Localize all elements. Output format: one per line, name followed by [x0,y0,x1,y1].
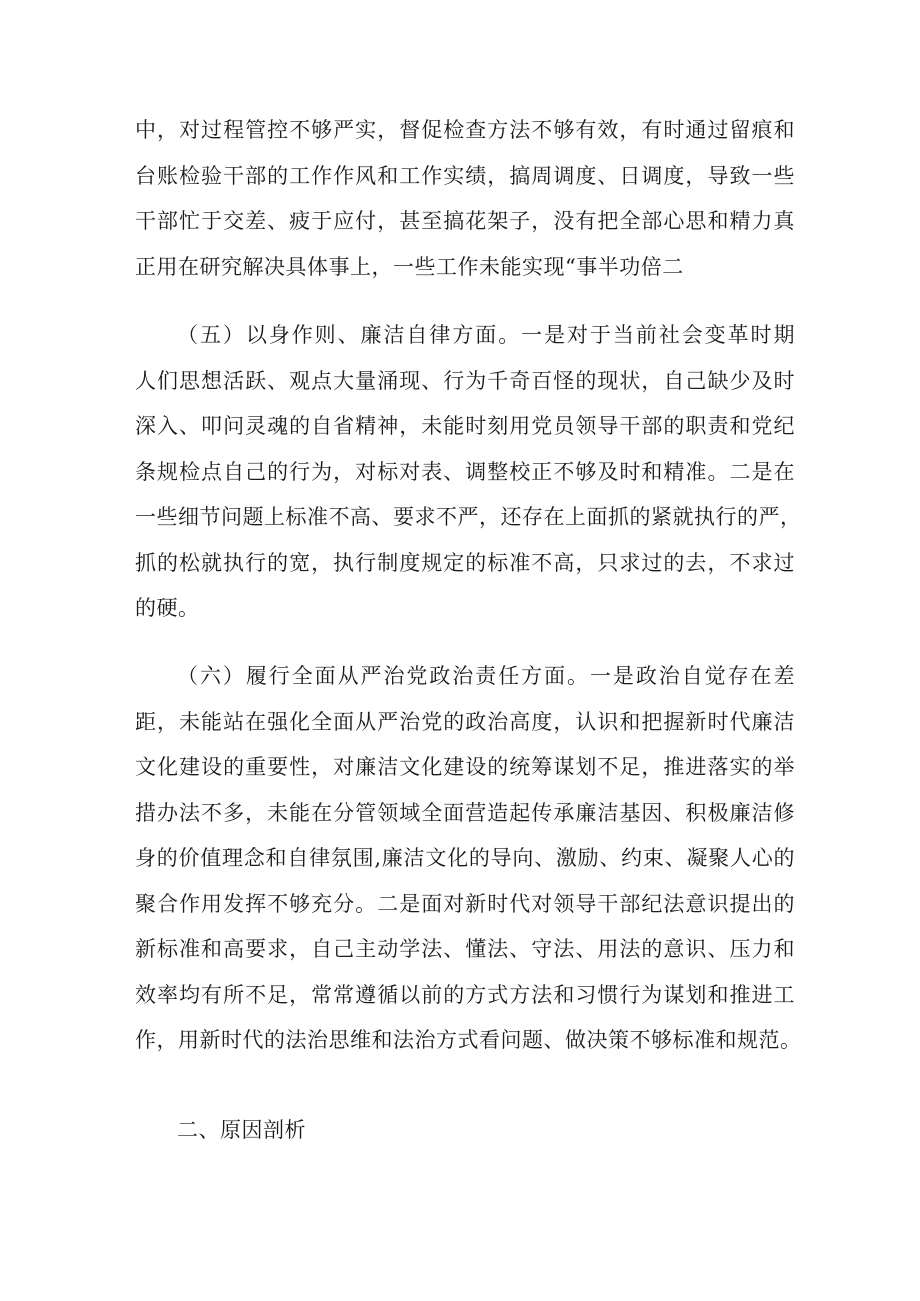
text-line: 措办法不多，未能在分管领域全面营造起传承廉洁基因、积极廉洁修 [135,800,795,825]
text-line: 聚合作用发挥不够充分。二是面对新时代对领导干部纪法意识提出的 [135,891,795,916]
text-line: 干部忙于交差、疲于应付，甚至搞花架子，没有把全部心思和精力真 [135,209,795,233]
section-heading [135,1108,795,1153]
text-line: 台账检验干部的工作作风和工作实绩，搞周调度、日调度，导致一些 [135,163,795,188]
text-line: 抓的松就执行的宽，执行制度规定的标准不高，只求过的去，不求过 [135,550,795,575]
text-line: 人们思想活跃、观点大量涌现、行为千奇百怪的现状，自己缺少及时 [135,368,795,393]
text-line: 的硬。 [135,596,200,620]
text-line: （五）以身作则、廉洁自律方面。一是对于当前社会变革时期 [177,323,795,347]
text-line: 一些细节问题上标准不高、要求不严，还存在上面抓的紧就执行的严， [135,505,802,529]
paragraph-party-responsibility [135,654,802,1064]
text-line: 新标准和高要求，自己主动学法、懂法、守法、用法的意识、压力和 [135,937,795,961]
text-line: 身的价值理念和自律氛围,廉洁文化的导向、激励、约束、凝聚人心的 [135,846,795,870]
paragraph-self-discipline [135,313,802,632]
text-line: 距，未能站在强化全面从严治党的政治高度，认识和把握新时代廉洁 [135,709,795,734]
section-heading-text: 二、原因剖析 [177,1118,306,1142]
text-line: 条规检点自己的行为，对标对表、调整校正不够及时和精准。二是在 [135,459,795,484]
text-line: 中，对过程管控不够严实，督促检查方法不够有效，有时通过留痕和 [135,118,795,142]
text-line: 作，用新时代的法治思维和法治方式看问题、做决策不够标准和规范。 [135,1028,802,1052]
text-line: 深入、叩问灵魂的自省精神，未能时刻用党员领导干部的职责和党纪 [135,414,795,438]
paragraph-process-control [135,108,795,290]
text-line: 文化建设的重要性，对廉洁文化建设的统筹谋划不足，推进落实的举 [135,755,795,779]
text-line: 效率均有所不足，常常遵循以前的方式方法和习惯行为谋划和推进工 [135,982,795,1007]
text-line: （六）履行全面从严治党政治责任方面。一是政治自觉存在差 [177,664,795,688]
text-line: 正用在研究解决具体事上，一些工作未能实现“事半功倍二 [135,254,684,279]
